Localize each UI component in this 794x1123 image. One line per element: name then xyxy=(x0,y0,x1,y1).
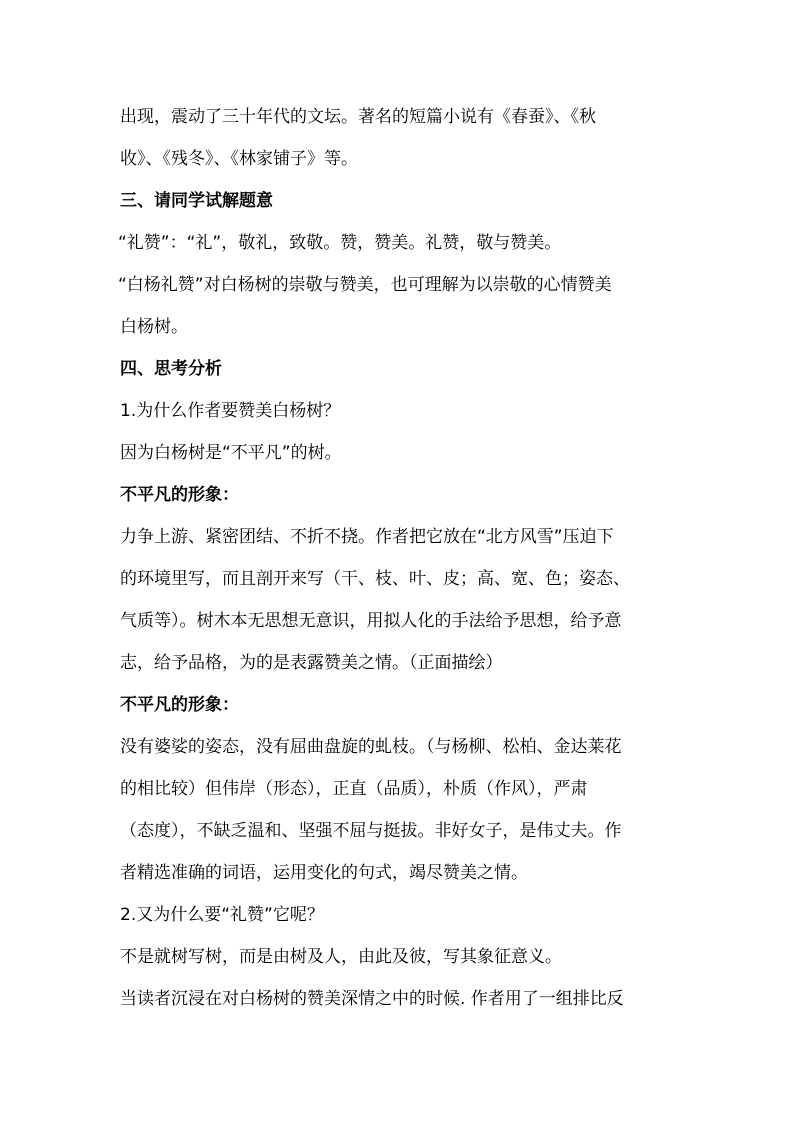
definition-line-1: “礼赞”：“礼”，敬礼，致敬。赞，赞美。礼赞，敬与赞美。 xyxy=(118,233,562,253)
paragraph-line-1: 出现，震动了三十年代的文坛。著名的短篇小说有《春蚕》、《秋 xyxy=(120,107,596,127)
image-description-line-1: 力争上游、紧密团结、不折不挠。作者把它放在“北方风雪”压迫下 xyxy=(120,527,614,547)
image-description-line-2: 的环境里写，而且剖开来写（干、枝、叶、皮；高、宽、色；姿态、 xyxy=(120,569,630,589)
section-heading-4: 四、思考分析 xyxy=(120,359,222,379)
question-2: 2.又为什么要“礼赞”它呢？ xyxy=(120,905,324,925)
image-description-line-3: 气质等）。树木本无思想无意识，用拟人化的手法给予思想，给予意 xyxy=(120,611,622,631)
answer-2-line-2: 当读者沉浸在对白杨树的赞美深情之中的时候. 作者用了一组排比反 xyxy=(120,989,624,1009)
definition-line-2: “白杨礼赞”对白杨树的崇敬与赞美，也可理解为以崇敬的心情赞美 xyxy=(118,275,612,295)
section-heading-3: 三、请同学试解题意 xyxy=(120,191,273,211)
comparison-line-2: 的相比较）但伟岸（形态），正直（品质），朴质（作风），严肃 xyxy=(120,779,588,799)
comparison-line-3: （态度），不缺乏温和、坚强不屈与挺拔。非好女子，是伟丈夫。作 xyxy=(120,821,622,841)
answer-2-line-1: 不是就树写树，而是由树及人，由此及彼，写其象征意义。 xyxy=(120,947,562,967)
definition-line-3: 白杨树。 xyxy=(120,317,188,337)
paragraph-line-2: 收》、《残冬》、《林家铺子》等。 xyxy=(120,149,358,169)
question-1: 1.为什么作者要赞美白杨树？ xyxy=(120,401,341,421)
answer-1: 因为白杨树是“不平凡”的树。 xyxy=(120,443,342,463)
comparison-line-1: 没有婆娑的姿态，没有屈曲盘旋的虬枝。（与杨柳、松柏、金达莱花 xyxy=(120,737,622,757)
image-description-line-4: 志，给予品格，为的是表露赞美之情。（正面描绘） xyxy=(120,653,503,673)
subheading-image-2: 不平凡的形象： xyxy=(120,695,239,715)
comparison-line-4: 者精选准确的词语，运用变化的句式，竭尽赞美之情。 xyxy=(120,863,528,883)
subheading-image-1: 不平凡的形象： xyxy=(120,485,239,505)
